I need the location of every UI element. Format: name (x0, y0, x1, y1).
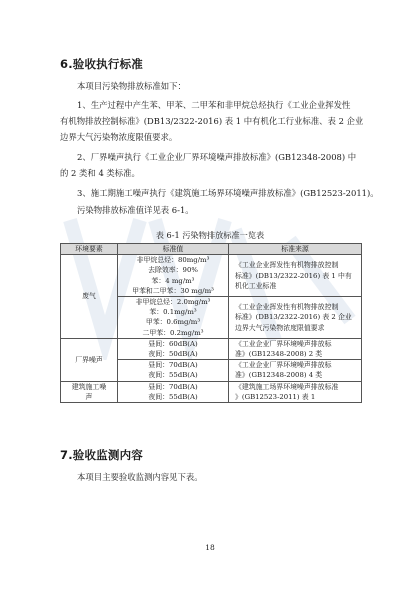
factor-gas: 废气 (61, 255, 118, 339)
value-line: 非甲烷总烃：2.0mg/m³ (135, 298, 211, 307)
table-row (61, 381, 362, 402)
item-3-line-2: 污染物排放标准值详见表 6-1。 (77, 205, 194, 215)
source-line: 《工业企业厂界环境噪声排放标 (235, 361, 332, 370)
value-line: 非甲烷总烃：80mg/m³ (136, 256, 210, 265)
table-row (61, 338, 362, 359)
source-line: 《建筑施工场界环境噪声排放标准 (235, 382, 339, 391)
source-cell (229, 255, 362, 297)
source-cell (229, 360, 362, 381)
source-cell (229, 297, 362, 339)
value-line: 苯：0.1mg/m³ (149, 308, 197, 317)
factor-line: 声 (85, 392, 93, 401)
page-number: 18 (205, 543, 215, 552)
item-1-line-1: 1、生产过程中产生苯、甲苯、二甲苯和非甲烷总烃执行《工业企业挥发性 (77, 100, 351, 110)
factor-line: 建筑施工噪 (71, 382, 107, 391)
table-caption: 表 6-1 污染物排放标准一览表 (155, 230, 265, 240)
value-line: 昼间：70dB(A) (148, 361, 198, 370)
source-line: 》(GB12523-2011) 表 1 (235, 392, 316, 401)
table-row (61, 255, 362, 297)
source-line: 边界大气污染物浓度限值要求 (235, 323, 325, 332)
value-cell (118, 381, 229, 402)
emission-standards-table (60, 243, 362, 403)
value-line: 昼间：70dB(A) (148, 382, 198, 391)
value-cell (118, 338, 229, 359)
value-line: 苯：4 mg/m³ (151, 276, 195, 285)
value-line: 夜间：55dB(A) (148, 371, 198, 380)
item-1-line-3: 边界大气污染物浓度限值要求。 (60, 132, 178, 142)
source-line: 标准》(DB13/2322-2016) 表 2 企业 (235, 313, 352, 322)
header-value: 标准值 (118, 244, 229, 255)
source-cell (229, 338, 362, 359)
value-line: 去除效率：90% (148, 266, 198, 275)
value-line: 夜间：55dB(A) (148, 392, 198, 401)
value-line: 甲苯和二甲苯：30 mg/m³ (132, 286, 214, 295)
source-line: 机化工业标准 (235, 281, 277, 290)
table-header-row (61, 244, 362, 255)
source-cell (229, 381, 362, 402)
source-line: 《工业企业挥发性有机物排放控制 (235, 303, 339, 312)
value-line: 甲苯：0.6mg/m³ (145, 318, 201, 327)
section-7-heading: 7.验收监测内容 (60, 448, 143, 462)
source-line: 《工业企业挥发性有机物排放控制 (235, 261, 339, 270)
source-line: 准》(GB12348-2008) 2 类 (235, 350, 323, 359)
factor-boundary-noise: 厂界噪声 (61, 338, 118, 381)
section-7-intro: 本项目主要验收监测内容见下表。 (77, 472, 203, 482)
item-1-line-2: 有机物排放控制标准》(DB13/2322-2016) 表 1 中有机化工行业标准、表 2 企业 (60, 116, 364, 126)
value-line: 昼间：60dB(A) (148, 339, 198, 348)
value-cell (118, 255, 229, 297)
source-line: 准》(GB12348-2008) 4 类 (235, 371, 323, 380)
section-6-intro: 本项目污染物排放标准如下： (77, 81, 186, 91)
header-factor: 环境要素 (61, 244, 118, 255)
source-line: 标准》(DB13/2322-2016) 表 1 中有 (235, 271, 352, 280)
header-source: 标准来源 (229, 244, 362, 255)
value-line: 二甲苯：0.2mg/m³ (142, 328, 204, 337)
factor-construction-noise (61, 381, 118, 402)
value-cell (118, 360, 229, 381)
item-2-line-1: 2、厂界噪声执行《工业企业厂界环境噪声排放标准》(GB12348-2008) 中 (77, 152, 357, 162)
value-line: 夜间：50dB(A) (148, 350, 198, 359)
section-6-heading: 6.验收执行标准 (60, 57, 143, 71)
item-3-line-1: 3、施工期施工噪声执行《建筑施工场界环境噪声排放标准》(GB12523-2011)。 (77, 188, 379, 198)
item-2-line-2: 的 2 类和 4 类标准。 (60, 168, 140, 178)
value-cell (118, 297, 229, 339)
source-line: 《工业企业厂界环境噪声排放标 (235, 339, 332, 348)
